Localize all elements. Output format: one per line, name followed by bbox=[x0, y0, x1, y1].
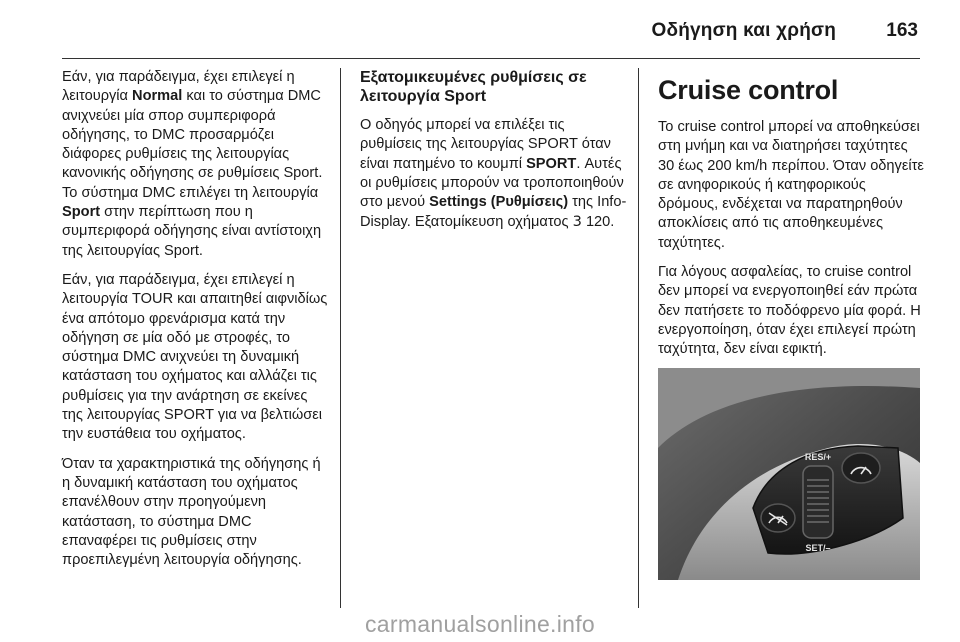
set-label: SET/– bbox=[805, 543, 831, 553]
page-number: 163 bbox=[886, 20, 918, 41]
page-header-title: Οδήγηση και χρήση bbox=[651, 20, 836, 41]
column-divider-2 bbox=[638, 68, 639, 608]
column-divider-1 bbox=[340, 68, 341, 608]
cross-reference-arrow-icon: 3 bbox=[572, 213, 582, 231]
sport-paragraph: Ο οδηγός μπορεί να επιλέξει τις ρυθμίσεις της λειτουργίας SPORT όταν είναι πατημένο το κουμπί SPORT. Αυτές οι ρυθμίσεις μπορούν να τροποποιηθούν στο μενού Settings (Ρυθμίσεις) της Info-Display. Εξατομίκευση οχήματος 3 120. bbox=[360, 117, 627, 231]
section-heading-cruise-control: Cruise control bbox=[658, 75, 839, 105]
speed-thumbwheel bbox=[803, 466, 833, 538]
watermark: carmanualsonline.info bbox=[364, 611, 596, 637]
paragraph-1: Εάν, για παράδειγμα, έχει επιλεγεί η λειτουργία Normal και το σύστημα DMC ανιχνεύει μία σπορ συμπεριφορά οδήγησης, το DMC προσαρμόζει διάφορες ρυθμίσεις της λειτουργίας κανονικής οδήγησης σε ρυθμίσεις Sport. Το σύστημα DMC επιλέγει τη λειτουργία Sport στην περίπτωση που η συμπεριφορά οδήγησης είναι αντίστοιχη της λειτουργίας Sport. bbox=[62, 69, 323, 259]
column-1 bbox=[62, 68, 330, 580]
paragraph-2: Εάν, για παράδειγμα, έχει επιλεγεί η λειτουργία TOUR και απαιτηθεί αιφνιδίως ένα απότομο φρενάρισμα κατά την οδήγηση σε μία οδό με στροφές, το σύστημα DMC ανιχνεύει τη δυναμική κατάσταση του οχήματος και αλλάζει τις ρυθμίσεις για την ανάρτηση σε εκείνες της λειτουργίας SPORT για να βελτιώσει την ευστάθεια του οχήματος. bbox=[62, 271, 328, 443]
cruise-control-illustration bbox=[658, 368, 920, 580]
column-3 bbox=[658, 72, 926, 370]
header-divider bbox=[62, 58, 920, 59]
cruise-paragraph-1: Το cruise control μπορεί να αποθηκεύσει στη μνήμη και να διατηρήσει ταχύτητες 30 έως 200 km/h περίπου. Όταν οδηγείτε σε ανηφορικούς ή κατηφορικούς δρόμους, ενδέχεται να παρατηρηθούν αποκλίσεις από τις αποθηκευμένες ταχύτητες. bbox=[658, 119, 924, 251]
column-2 bbox=[360, 68, 628, 243]
paragraph-3: Όταν τα χαρακτηριστικά της οδήγησης ή η δυναμική κατάσταση του οχήματος επανέλθουν στην προηγούμενη κατάσταση, το σύστημα DMC επαναφέρει τις ρυθμίσεις στην προεπιλεγμένη λειτουργία οδήγησης. bbox=[62, 455, 321, 569]
cruise-paragraph-2: Για λόγους ασφαλείας, το cruise control δεν μπορεί να ενεργοποιηθεί εάν πρώτα δεν πατήσετε το ποδόφρενο μία φορά. Η ενεργοποίηση, όταν έχει επιλεγεί πρώτη ταχύτητα, δεν είναι εφικτή. bbox=[658, 264, 921, 358]
section-heading-sport: Εξατομικευμένες ρυθμίσεις σε λειτουργία Sport bbox=[360, 69, 587, 105]
res-label: RES/+ bbox=[804, 452, 832, 462]
